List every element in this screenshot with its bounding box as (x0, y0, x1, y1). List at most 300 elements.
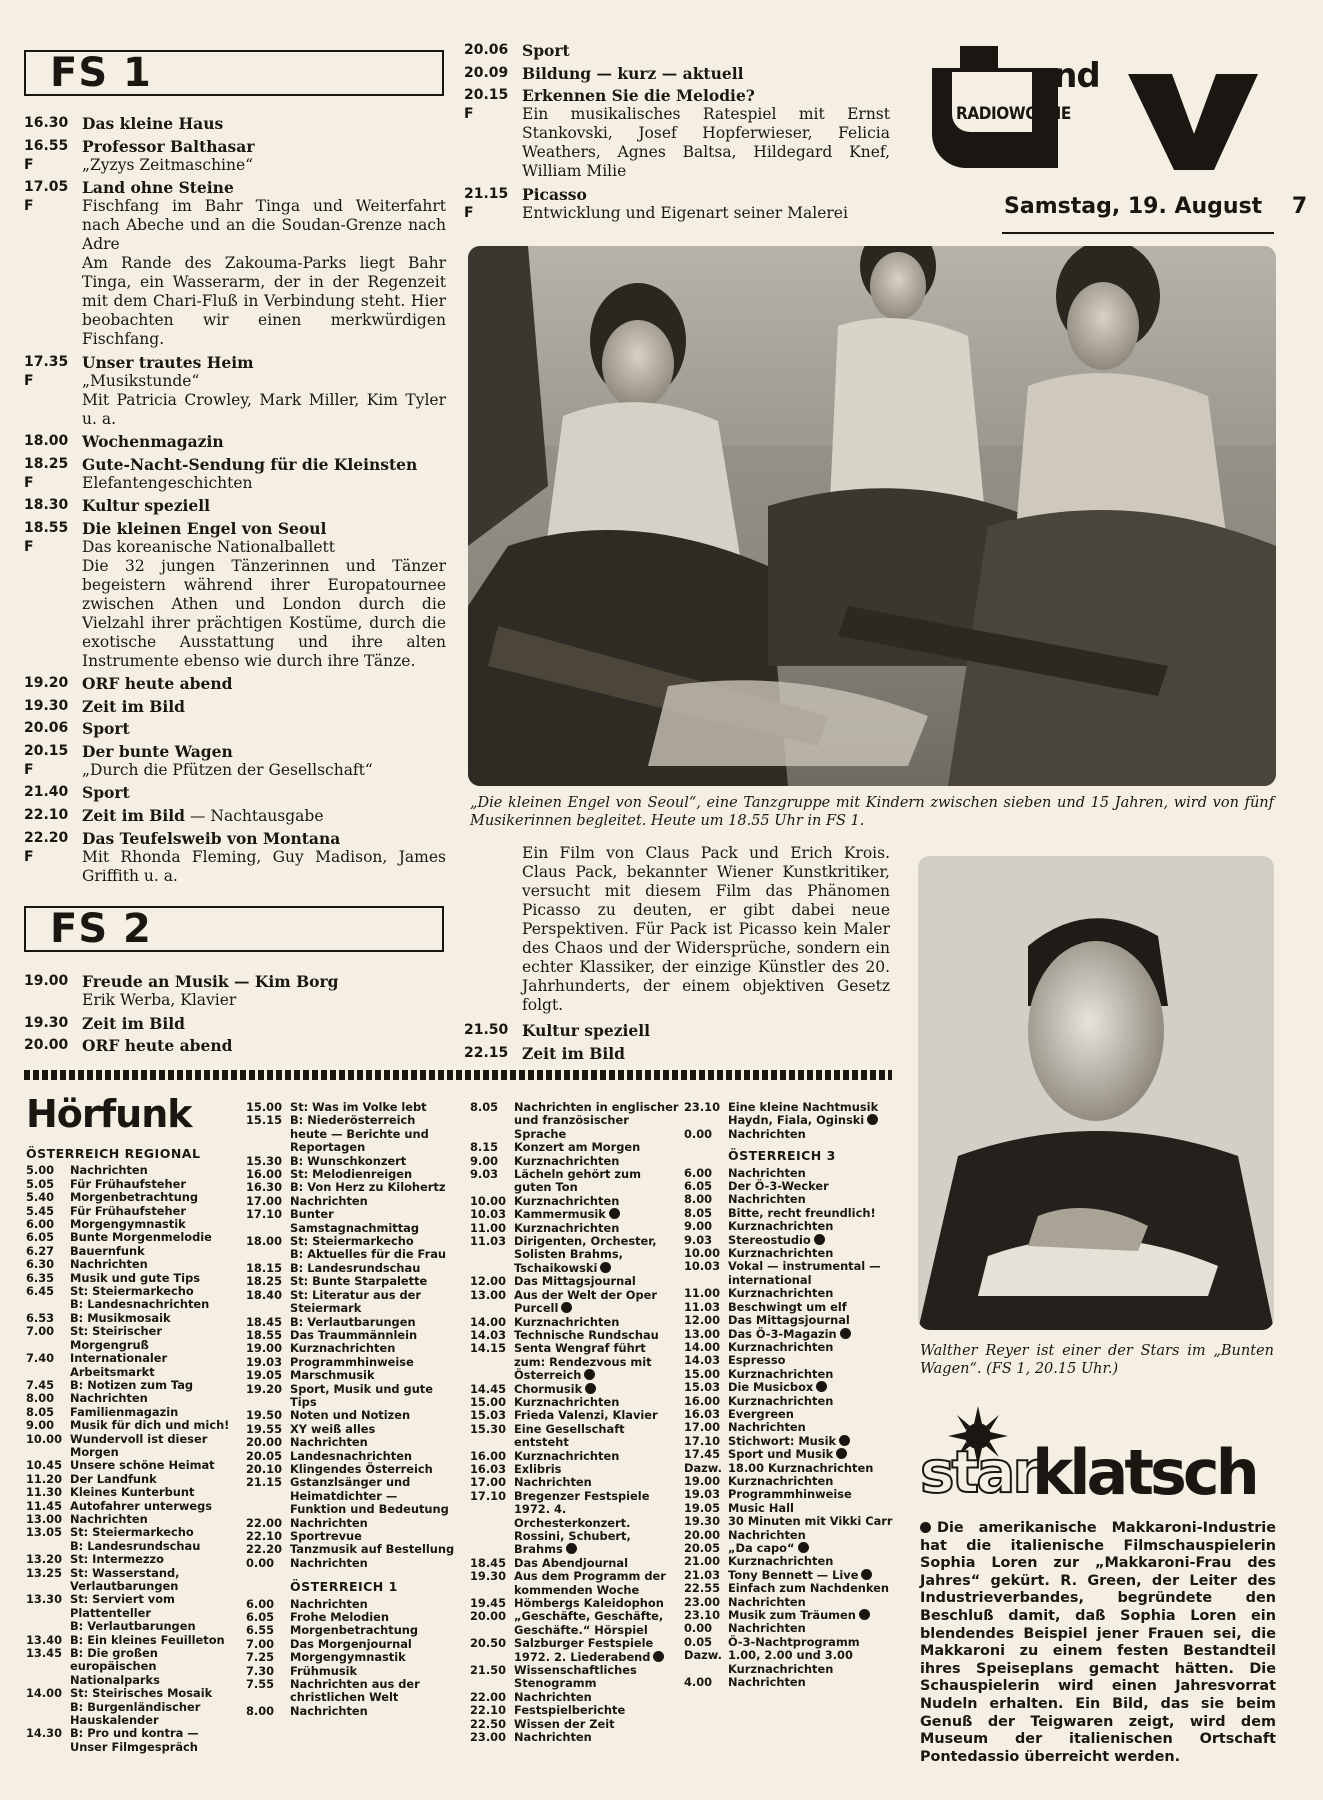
radio-time: 8.05 (470, 1100, 499, 1114)
entry-body (82, 496, 446, 515)
radio-entry (470, 1423, 680, 1450)
radio-station: St: (290, 1234, 313, 1249)
radio-title: Tony Bennett — Live (728, 1567, 859, 1582)
radio-title: Steiermarkecho (312, 1234, 414, 1249)
radio-program (514, 1342, 680, 1382)
radio-time: 0.00 (246, 1555, 275, 1570)
radio-entry (684, 1247, 896, 1260)
radio-title: Frühmusik (290, 1663, 358, 1678)
radio-program (290, 1463, 456, 1476)
entry-time-col (24, 114, 82, 133)
radio-title: Lächeln gehört zum guten Ton (514, 1167, 641, 1195)
radio-title: Stereostudio (728, 1232, 811, 1247)
radio-time: 8.00 (26, 1391, 55, 1406)
radio-time: 20.50 (470, 1636, 507, 1651)
radio-program (70, 1553, 232, 1566)
radio-program (70, 1218, 232, 1231)
radio-time: 6.35 (26, 1270, 55, 1285)
radio-time: 5.40 (26, 1190, 55, 1205)
color-flag: F (24, 538, 34, 555)
radio-program (728, 1193, 896, 1206)
radio-entry (246, 1181, 456, 1194)
radio-entry (246, 1383, 456, 1410)
radio-program (70, 1593, 232, 1620)
photo-reyer-illustration (918, 856, 1274, 1330)
radio-title: Bunte Morgenmelodie (70, 1230, 212, 1245)
entry-time-col (24, 806, 82, 826)
radio-time: 6.27 (26, 1243, 55, 1258)
radio-title: Nachrichten (728, 1675, 806, 1690)
radio-title: Landesrundschau (87, 1538, 201, 1553)
radio-entry (246, 1168, 456, 1181)
radio-time: 21.50 (470, 1663, 507, 1678)
entry-time-col (464, 1044, 522, 1063)
entry-body (82, 742, 446, 780)
radio-time: 19.30 (684, 1514, 721, 1529)
radio-entry (470, 1570, 680, 1597)
entry-body (82, 178, 446, 349)
radio-title: Programmhinweise (728, 1487, 852, 1502)
radio-title: Nachrichten (728, 1527, 806, 1542)
radio-entry (26, 1419, 232, 1432)
radio-program (70, 1687, 232, 1700)
schedule-entry (24, 829, 446, 886)
radio-time: 14.30 (26, 1726, 63, 1741)
stereo-dot-icon (861, 1569, 872, 1580)
radio-program (514, 1409, 680, 1422)
radio-column-4 (684, 1101, 896, 1689)
radio-entry (470, 1235, 680, 1275)
radio-program (728, 1542, 896, 1555)
radio-title: Aktuelles für die Frau (307, 1247, 447, 1262)
schedule-entry (24, 496, 446, 515)
radio-title: Was im Volke lebt (312, 1100, 427, 1114)
radio-program (290, 1248, 456, 1261)
radio-station: B: (70, 1538, 88, 1553)
radio-entry (26, 1379, 232, 1392)
radio-entry (26, 1593, 232, 1620)
radio-time: 15.30 (246, 1153, 283, 1168)
radio-time: 20.10 (246, 1461, 283, 1476)
radio-entry (26, 1727, 232, 1754)
radio-program (290, 1289, 456, 1316)
radio-time: 11.00 (470, 1220, 507, 1235)
radio-time: 23.00 (470, 1730, 507, 1745)
entry-title: Die kleinen Engel von Seoul (82, 518, 327, 538)
radio-time: 6.00 (684, 1165, 713, 1180)
radio-station: B: (290, 1180, 308, 1195)
radio-entry (684, 1101, 896, 1128)
radio-program (514, 1208, 680, 1221)
starklatsch-logo (920, 1406, 1274, 1516)
radio-entry (684, 1609, 896, 1622)
radio-time: 11.45 (26, 1498, 63, 1513)
radio-entry (246, 1208, 456, 1235)
radio-program (728, 1408, 896, 1421)
radio-entry (26, 1258, 232, 1271)
radio-entry (26, 1285, 232, 1298)
radio-entry (26, 1553, 232, 1566)
radio-time: 15.00 (684, 1366, 721, 1381)
radio-program (70, 1272, 232, 1285)
radio-time: 19.03 (246, 1354, 283, 1369)
schedule-entry (24, 697, 446, 716)
radio-program (70, 1379, 232, 1392)
radio-time: 17.10 (684, 1433, 721, 1448)
color-flag: F (24, 198, 34, 214)
entry-time-col (464, 185, 522, 223)
stereo-dot-icon (653, 1651, 664, 1662)
entry-title: ORF heute abend (82, 1036, 233, 1055)
radio-program (70, 1298, 232, 1311)
stereo-dot-icon (816, 1381, 827, 1392)
entry-time-col (24, 697, 82, 716)
radio-program (514, 1463, 680, 1476)
radio-time: 10.03 (684, 1259, 721, 1274)
radio-title: Kurznachrichten (728, 1246, 834, 1261)
radio-program (728, 1314, 896, 1327)
radio-program (728, 1247, 896, 1260)
entry-detail: Ein musikalisches Ratespiel mit Ernst Stankovski, Josef Hopferwieser, Felicia Weathers, Agnes Baltsa, Hildegard Knef, William Milie (522, 105, 890, 180)
radio-title: Das Morgenjournal (290, 1636, 412, 1651)
radio-program (70, 1245, 232, 1258)
schedule-entry (24, 519, 446, 671)
entry-title: Unser trautes Heim (82, 352, 254, 372)
radio-title: Exlibris (514, 1461, 562, 1476)
radio-station: St: (290, 1274, 313, 1289)
radio-time: 16.03 (684, 1406, 721, 1421)
radio-time: 9.03 (470, 1167, 499, 1182)
radio-entry (684, 1676, 896, 1689)
entry-detail: Die 32 jungen Tänzerinnen und Tänzer begeistern während ihrer Europatournee zwischen Athen und London durch die Vielzahl ihrer prächtigen Kostüme, durch die exotische Ausstattung und ihre alten Instrumente ebenso wie durch ihre Tänze. (82, 556, 446, 670)
entry-body (82, 137, 446, 175)
radio-entry (684, 1515, 896, 1528)
radio-title: Festspielberichte (514, 1703, 626, 1718)
radio-entry (246, 1235, 456, 1248)
radio-time: 20.00 (246, 1435, 283, 1450)
radio-program (514, 1168, 680, 1195)
radio-entry (246, 1114, 456, 1154)
stereo-dot-icon (836, 1448, 847, 1459)
radio-time: 15.03 (684, 1380, 721, 1395)
radio-program (290, 1638, 456, 1651)
entry-time-col (24, 674, 82, 693)
radio-program (728, 1609, 896, 1622)
radio-title: Landesrundschau (307, 1260, 421, 1275)
radio-title: Nachrichten (70, 1511, 148, 1526)
schedule-entry (24, 1014, 446, 1033)
magazine-logo (932, 46, 1272, 176)
radio-entry (246, 1557, 456, 1570)
radio-time: 9.03 (684, 1232, 713, 1247)
entry-body (82, 719, 446, 738)
radio-title: Vokal — instrumental — international (728, 1259, 881, 1287)
radio-entry (26, 1245, 232, 1258)
radio-time: 13.20 (26, 1552, 63, 1567)
radio-entry (26, 1218, 232, 1231)
radio-title: Wasserstand, Verlautbarungen (70, 1565, 180, 1593)
entry-time: 20.15 (464, 87, 509, 103)
entry-title: Das Teufelsweib von Montana (82, 829, 341, 848)
radio-program (514, 1195, 680, 1208)
radio-time: 23.10 (684, 1100, 721, 1114)
radio-time: 16.30 (246, 1180, 283, 1195)
radio-program (70, 1540, 232, 1553)
radio-entry (26, 1473, 232, 1486)
entry-detail: Fischfang im Bahr Tinga und Weiterfahrt nach Abeche und an die Soudan-Grenze nach Adre (82, 197, 446, 253)
radio-title: Kurznachrichten (514, 1153, 620, 1168)
radio-program (70, 1634, 232, 1647)
radio-program (728, 1622, 896, 1635)
radio-entry (246, 1275, 456, 1288)
entry-time-col (24, 1014, 82, 1033)
radio-program (514, 1141, 680, 1154)
entry-title: Der bunte Wagen (82, 741, 233, 761)
radio-entry (246, 1705, 456, 1718)
radio-program (70, 1459, 232, 1472)
entry-time: 20.15 (24, 742, 69, 759)
entry-body (82, 432, 446, 451)
radio-title: Literatur aus der Steiermark (290, 1287, 421, 1316)
schedule-entry (24, 674, 446, 693)
fs1-schedule (24, 114, 446, 890)
entry-time-col (464, 64, 522, 83)
radio-program (290, 1409, 456, 1422)
radio-program (290, 1114, 456, 1154)
entry-time: 17.05 (24, 179, 69, 195)
radio-time: 14.03 (684, 1353, 721, 1368)
radio-entry (26, 1526, 232, 1539)
radio-program (728, 1676, 896, 1689)
radio-time: 22.00 (470, 1689, 507, 1704)
radio-time (26, 1540, 70, 1553)
fs1-schedule-continued (464, 41, 890, 226)
radio-entry (246, 1517, 456, 1530)
radio-program (514, 1289, 680, 1316)
radio-title: Senta Wengraf führt zum: Rendezvous mit Österreich (514, 1341, 652, 1383)
radio-time: 7.25 (246, 1650, 275, 1665)
photo-walther-reyer (918, 856, 1274, 1330)
radio-time: 6.05 (26, 1230, 55, 1245)
radio-title: Bunte Starpalette (312, 1274, 428, 1289)
radio-time: 17.00 (684, 1420, 721, 1435)
radio-program (728, 1381, 896, 1394)
radio-program (728, 1475, 896, 1488)
radio-title: Familienmagazin (70, 1404, 179, 1419)
radio-entry (470, 1208, 680, 1221)
radio-time: 6.00 (246, 1596, 275, 1611)
entry-detail: „Durch die Pfützen der Gesellschaft“ (82, 760, 373, 779)
radio-entry (684, 1287, 896, 1300)
entry-detail: Elefantengeschichten (82, 473, 253, 492)
radio-time: 22.10 (246, 1529, 283, 1543)
radio-time: Dazw. (684, 1460, 722, 1475)
radio-entry (246, 1248, 456, 1261)
radio-title: Steirisches Mosaik (92, 1686, 213, 1701)
radio-time: 10.03 (470, 1207, 507, 1222)
radio-title: Notizen zum Tag (87, 1377, 194, 1392)
radio-title: Verlautbarungen (307, 1314, 416, 1329)
entry-time-col (24, 742, 82, 780)
radio-entry (684, 1596, 896, 1609)
radio-station: B: (290, 1113, 308, 1128)
radio-title: Nachrichten (290, 1555, 368, 1570)
radio-program (290, 1651, 456, 1664)
radio-program (290, 1101, 456, 1114)
entry-time-col (24, 829, 82, 886)
radio-time: 15.03 (470, 1408, 507, 1423)
radio-time: 23.10 (684, 1608, 721, 1623)
radio-entry (470, 1476, 680, 1489)
radio-title: Kurznachrichten (728, 1473, 834, 1488)
radio-program (70, 1285, 232, 1298)
radio-entry (684, 1128, 896, 1141)
entry-title: Das kleine Haus (82, 114, 224, 133)
radio-entry (684, 1448, 896, 1461)
color-flag: F (24, 156, 34, 173)
radio-entry (684, 1328, 896, 1341)
radio-program (70, 1500, 232, 1513)
radio-title: Bitte, recht freundlich! (728, 1205, 876, 1220)
radio-program (70, 1392, 232, 1405)
schedule-entry (24, 719, 446, 738)
entry-time: 22.15 (464, 1044, 509, 1061)
radio-program (728, 1529, 896, 1542)
radio-time: 15.00 (246, 1100, 283, 1114)
stereo-dot-icon (859, 1609, 870, 1620)
date-text: Samstag, 19. August (1004, 194, 1263, 219)
radio-time: 14.03 (470, 1327, 507, 1342)
entry-body (522, 86, 890, 181)
section-divider (24, 1070, 892, 1080)
radio-program (728, 1234, 896, 1247)
entry-time: 22.20 (24, 830, 69, 846)
radio-title: Nachrichten (514, 1730, 592, 1745)
radio-title: Kurznachrichten (728, 1393, 834, 1408)
radio-time: 6.53 (26, 1310, 55, 1325)
radio-title: Das Abendjournal (514, 1555, 629, 1570)
radio-time (246, 1248, 290, 1261)
entry-body (82, 783, 446, 802)
radio-title: Bauernfunk (70, 1243, 145, 1258)
radio-time: 8.05 (684, 1205, 713, 1220)
radio-entry (26, 1433, 232, 1460)
radio-time: 6.45 (26, 1284, 55, 1299)
radio-time: 9.00 (26, 1418, 55, 1433)
stereo-dot-icon (839, 1435, 850, 1446)
radio-entry (470, 1168, 680, 1195)
radio-station: St: (290, 1100, 313, 1114)
radio-entry (470, 1463, 680, 1476)
entry-time-col (24, 496, 82, 515)
radio-entry (470, 1610, 680, 1637)
bullet-icon (920, 1522, 931, 1533)
radio-title: XY weiß alles (290, 1421, 376, 1436)
radio-program (728, 1354, 896, 1367)
radio-title: Nachrichten aus der christlichen Welt (290, 1677, 420, 1705)
radio-entry (470, 1383, 680, 1396)
radio-program (70, 1258, 232, 1271)
radio-time: 18.00 (246, 1234, 283, 1249)
radio-title: Serviert vom Plattenteller (70, 1592, 175, 1620)
radio-station: B: (290, 1153, 308, 1168)
schedule-entry (464, 64, 890, 83)
radio-entry (684, 1636, 896, 1649)
radio-entry (684, 1220, 896, 1233)
radio-program (70, 1325, 232, 1352)
radio-title: Music Hall (728, 1500, 794, 1515)
radio-title: Nachrichten (290, 1703, 368, 1718)
radio-time: 20.00 (684, 1527, 721, 1542)
page-number: 7 (1291, 194, 1308, 219)
radio-program (728, 1341, 896, 1354)
color-flag: F (24, 372, 34, 389)
radio-time: 10.00 (26, 1431, 63, 1446)
radio-title: Nachrichten in englischer und französischer Sprache (514, 1100, 679, 1141)
radio-time: 11.30 (26, 1485, 63, 1500)
entry-time-col (24, 455, 82, 493)
radio-entry (26, 1567, 232, 1594)
entry-time: 20.09 (464, 64, 509, 81)
radio-title: Unsere schöne Heimat (70, 1458, 215, 1473)
radio-title: 18.00 Kurznachrichten (728, 1460, 874, 1475)
radio-station: St: (70, 1525, 93, 1540)
radio-entry (26, 1500, 232, 1513)
oesterreich-1-heading: ÖSTERREICH 1 (290, 1579, 398, 1595)
radio-title: Burgenländischer Hauskalender (70, 1699, 201, 1728)
radio-title: Für Frühaufsteher (70, 1176, 186, 1191)
radio-time: 11.03 (684, 1299, 721, 1314)
radio-entry (246, 1530, 456, 1543)
radio-program (70, 1433, 232, 1460)
radio-title: Kurznachrichten (514, 1448, 620, 1463)
radio-column-1 (26, 1144, 232, 1754)
radio-program (290, 1155, 456, 1168)
radio-time: 13.00 (470, 1287, 507, 1302)
radio-title: Für Frühaufsteher (70, 1203, 186, 1218)
radio-title: Kammermusik (514, 1207, 606, 1222)
radio-entry (246, 1450, 456, 1463)
radio-program (514, 1316, 680, 1329)
schedule-entry (24, 783, 446, 802)
entry-title: Kultur speziell (522, 1021, 651, 1040)
radio-time: 19.00 (246, 1341, 283, 1356)
schedule-entry (24, 1036, 446, 1055)
entry-time: 19.30 (24, 1014, 69, 1031)
radio-column-2 (246, 1101, 456, 1718)
entry-time: 20.06 (24, 720, 69, 736)
radio-program (514, 1383, 680, 1396)
entry-time: 18.30 (24, 497, 69, 513)
radio-entry (470, 1342, 680, 1382)
radio-title: Salzburger Festspiele 1972. 2. Liederabend (514, 1636, 654, 1664)
radio-program (728, 1555, 896, 1568)
radio-title: Der Ö-3-Wecker (728, 1179, 829, 1194)
radio-entry (246, 1155, 456, 1168)
radio-time: Dazw. (684, 1648, 722, 1663)
entry-time: 18.25 (24, 455, 69, 472)
radio-title: Nachrichten (728, 1192, 806, 1207)
radio-entry (684, 1180, 896, 1193)
entry-time: 22.10 (24, 806, 69, 823)
radio-time: 18.45 (246, 1314, 283, 1329)
radio-time: 22.00 (246, 1515, 283, 1530)
radio-program (728, 1220, 896, 1233)
entry-detail: Mit Rhonda Fleming, Guy Madison, James Griffith u. a. (82, 848, 446, 885)
radio-entry (684, 1582, 896, 1595)
radio-entry (684, 1207, 896, 1220)
radio-time: 0.00 (684, 1126, 713, 1141)
